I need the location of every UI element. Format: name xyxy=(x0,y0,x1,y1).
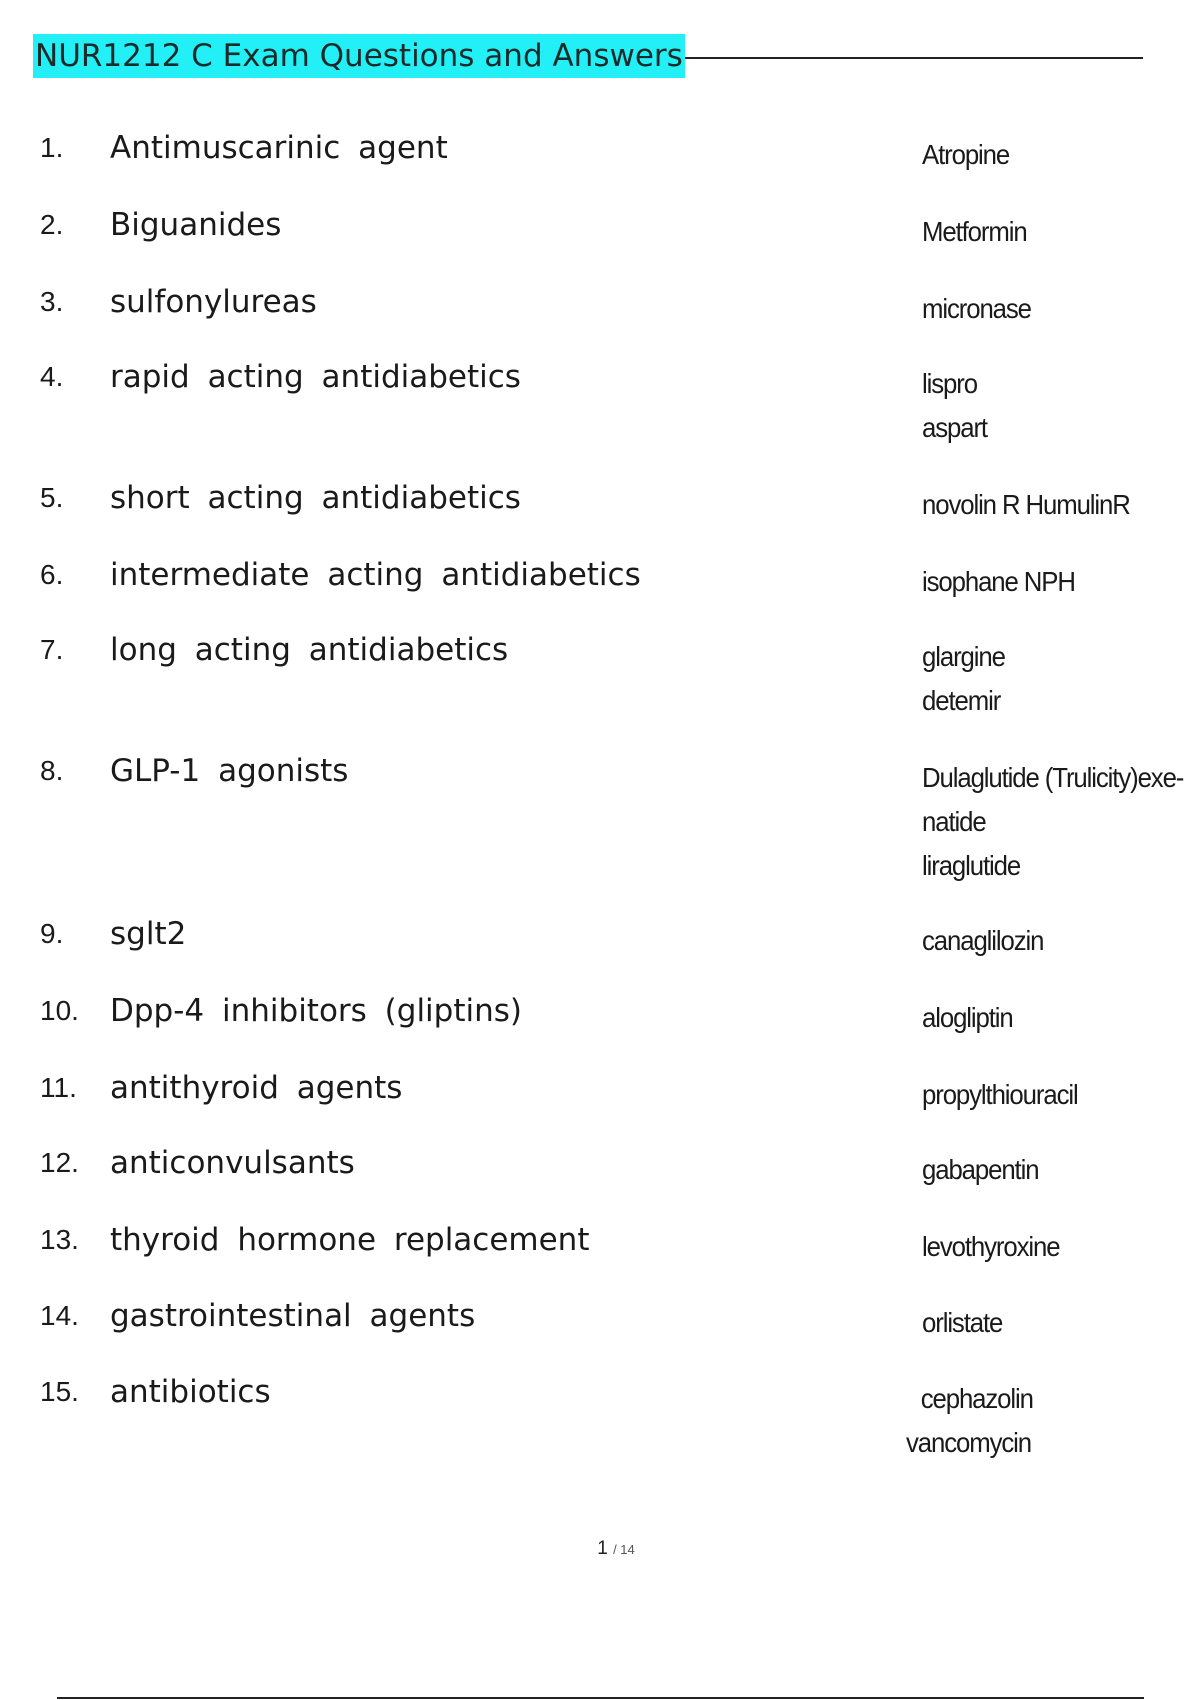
page-current: 1 xyxy=(597,1538,608,1559)
item-number: 3. xyxy=(40,286,64,317)
item-question: sglt2 xyxy=(110,916,187,952)
item-number: 9. xyxy=(40,918,64,949)
item-number: 14. xyxy=(40,1300,79,1331)
item-answer xyxy=(922,483,1170,527)
item-question: antithyroid agents xyxy=(110,1070,403,1106)
item-answer xyxy=(922,133,1170,177)
item-answer xyxy=(922,996,1170,1040)
item-answer xyxy=(922,919,1170,963)
answer-line: isophane NPH xyxy=(922,566,1075,597)
item-question: long acting antidiabetics xyxy=(110,632,509,668)
item-number: 6. xyxy=(40,559,64,590)
item-number: 10. xyxy=(40,995,79,1026)
item-number: 1. xyxy=(40,132,64,163)
item-answer xyxy=(922,210,1170,254)
item-question: Dpp-4 inhibitors (gliptins) xyxy=(110,993,523,1029)
item-question: rapid acting antidiabetics xyxy=(110,359,521,395)
page-title: NUR1212 C Exam Questions and Answers xyxy=(33,34,685,78)
item-question: short acting antidiabetics xyxy=(110,480,521,516)
item-answer xyxy=(922,560,1170,604)
item-number: 7. xyxy=(40,634,64,665)
item-answer xyxy=(922,635,1170,723)
item-number: 15. xyxy=(40,1376,79,1407)
answer-line: glargine xyxy=(922,641,1005,672)
answer-line: Dulaglutide (Trulicity)exe- xyxy=(922,762,1184,793)
title-row xyxy=(33,34,1143,78)
item-number: 8. xyxy=(40,755,64,786)
item-number: 13. xyxy=(40,1224,79,1255)
answer-line: Atropine xyxy=(922,139,1010,170)
answer-line: gabapentin xyxy=(922,1154,1039,1185)
item-question: thyroid hormone replacement xyxy=(110,1222,590,1258)
item-number: 2. xyxy=(40,209,64,240)
item-answer xyxy=(906,1377,1154,1465)
item-answer xyxy=(922,1301,1170,1345)
item-number: 12. xyxy=(40,1147,79,1178)
footer-rule xyxy=(57,1697,1144,1699)
answer-line: cephazolin xyxy=(920,1383,1033,1414)
page-number xyxy=(0,1538,1200,1560)
item-answer xyxy=(922,1073,1170,1117)
answer-line: natide xyxy=(922,806,986,837)
answer-line: vancomycin xyxy=(906,1427,1031,1458)
item-number: 4. xyxy=(40,361,64,392)
item-question: GLP-1 agonists xyxy=(110,753,349,789)
item-question: gastrointestinal agents xyxy=(110,1298,476,1334)
answer-line: orlistate xyxy=(922,1307,1003,1338)
answer-line: propylthiouracil xyxy=(922,1079,1078,1110)
item-answer xyxy=(922,362,1170,450)
item-answer xyxy=(922,1225,1170,1269)
answer-line: micronase xyxy=(922,293,1031,324)
item-question: antibiotics xyxy=(110,1374,271,1410)
answer-line: Metformin xyxy=(922,216,1027,247)
item-question: anticonvulsants xyxy=(110,1145,355,1181)
answer-line: novolin R HumulinR xyxy=(922,489,1130,520)
item-number: 11. xyxy=(40,1072,77,1103)
answer-line: alogliptin xyxy=(922,1002,1013,1033)
answer-line: detemir xyxy=(922,685,1001,716)
item-question: Biguanides xyxy=(110,207,282,243)
answer-line: liraglutide xyxy=(922,850,1021,881)
item-question: sulfonylureas xyxy=(110,284,317,320)
item-question: Antimuscarinic agent xyxy=(110,130,448,166)
item-answer xyxy=(922,1148,1170,1192)
answer-line: aspart xyxy=(922,412,987,443)
item-number: 5. xyxy=(40,482,64,513)
item-answer xyxy=(922,287,1170,331)
answer-line: canaglilozin xyxy=(922,925,1044,956)
answer-line: levothyroxine xyxy=(922,1231,1060,1262)
page-total: / 14 xyxy=(613,1542,635,1557)
answer-line: lispro xyxy=(922,368,977,399)
item-answer xyxy=(922,756,1184,888)
item-question: intermediate acting antidiabetics xyxy=(110,557,641,593)
